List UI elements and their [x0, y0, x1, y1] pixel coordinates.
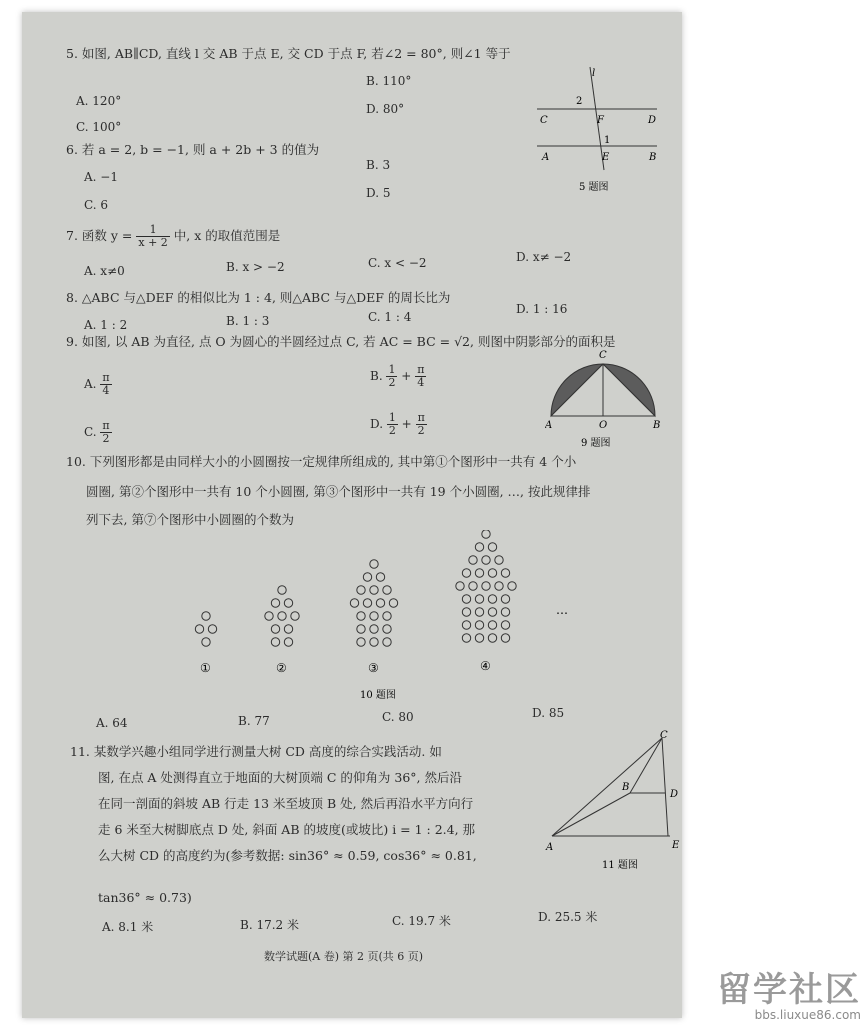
q5-label-e: E [602, 152, 610, 163]
small-circle [370, 625, 378, 633]
q11-label-e: E [672, 840, 680, 851]
q11-figure [544, 730, 684, 880]
q8-option-d: D. 1 : 16 [516, 302, 568, 316]
q5-stem: 5. 如图, AB∥CD, 直线 l 交 AB 于点 E, 交 CD 于点 F, 若∠2 = 80°, 则∠1 等于 [66, 46, 511, 61]
q11-label-a: A [546, 842, 554, 853]
small-circle [508, 582, 516, 590]
small-circle [284, 625, 292, 633]
small-circle [357, 625, 365, 633]
small-circle [501, 569, 509, 577]
q9-option-a-label: A. [84, 377, 97, 391]
q10-figure [72, 530, 632, 700]
small-circle [350, 599, 358, 607]
q5-label-a: A [542, 152, 550, 163]
q7-stem [66, 224, 280, 249]
small-circle [462, 595, 470, 603]
q9-a-den: 4 [102, 384, 110, 397]
small-circle [202, 612, 210, 620]
small-circle [488, 543, 496, 551]
q9-d-plus: + [401, 417, 412, 431]
small-circle [357, 612, 365, 620]
small-circle [482, 556, 490, 564]
q9-figure [545, 346, 665, 456]
small-circle [488, 569, 496, 577]
small-circle [278, 586, 286, 594]
q7-stem-pre: 7. 函数 y = [66, 228, 133, 243]
small-circle [488, 634, 496, 642]
small-circle [462, 569, 470, 577]
small-circle [195, 625, 203, 633]
q5-label-2: 2 [576, 96, 583, 107]
small-circle [376, 573, 384, 581]
q9-b-n1: 1 [388, 363, 396, 376]
small-circle [462, 634, 470, 642]
q10-ellipsis: … [556, 603, 568, 617]
small-circle [271, 599, 279, 607]
q6-option-d: D. 5 [366, 186, 391, 200]
q10-option-a: A. 64 [96, 716, 128, 730]
q11-option-a: A. 8.1 米 [102, 920, 154, 934]
small-circle [370, 560, 378, 568]
q11-caption: 11 题图 [602, 860, 638, 871]
q7-stem-post: 中, x 的取值范围是 [173, 228, 281, 243]
small-circle [370, 586, 378, 594]
small-circle [376, 599, 384, 607]
q9-option-c-label: C. [84, 425, 97, 439]
q11-line-5: 么大树 CD 的高度约为(参考数据: sin36° ≈ 0.59, cos36° ≈ 0.81, [98, 848, 477, 863]
small-circle [208, 625, 216, 633]
small-circle [488, 608, 496, 616]
small-circle [462, 608, 470, 616]
q10-caption: 10 题图 [360, 690, 396, 700]
q5-label-d: D [648, 115, 657, 126]
q7-fraction [136, 224, 169, 249]
small-circle [475, 543, 483, 551]
q10-option-b: B. 77 [238, 714, 270, 728]
q8-option-c: C. 1 : 4 [368, 310, 412, 324]
q11-line-3: 在同一剖面的斜坡 AB 行走 13 米至坡顶 B 处, 然后再沿水平方向行 [98, 796, 474, 811]
small-circle [291, 612, 299, 620]
q11-line-4: 走 6 米至大树脚底点 D 处, 斜面 AB 的坡度(或坡比) i = 1 : 2.4, 那 [98, 822, 476, 837]
q5-option-c: C. 100° [76, 120, 122, 134]
small-circle [383, 612, 391, 620]
q5-label-l: l [592, 68, 596, 79]
q9-d-d2: 2 [417, 424, 425, 437]
small-circle [475, 621, 483, 629]
q8-option-b: B. 1 : 3 [226, 314, 270, 328]
q10-label-1: ① [200, 661, 211, 675]
q9-a-num: π [102, 371, 110, 384]
q9-option-d [370, 412, 427, 437]
q7-option-a: A. x≠0 [84, 264, 125, 278]
q10-option-c: C. 80 [382, 710, 414, 724]
q8-option-a: A. 1 : 2 [84, 318, 128, 332]
q5-label-b: B [649, 152, 657, 163]
q11-line-2: 图, 在点 A 处测得直立于地面的大树顶端 C 的仰角为 36°, 然后沿 [98, 770, 463, 785]
small-circle [462, 621, 470, 629]
q11-option-c: C. 19.7 米 [392, 914, 451, 928]
small-circle [370, 612, 378, 620]
watermark [717, 972, 861, 1022]
small-circle [501, 595, 509, 603]
q9-option-d-label: D. [370, 417, 384, 431]
q6-option-b: B. 3 [366, 158, 391, 172]
q6-stem: 6. 若 a = 2, b = −1, 则 a + 2b + 3 的值为 [66, 142, 320, 157]
q9-d-n1: 1 [388, 411, 396, 424]
watermark-url: bbs.liuxue86.com [754, 1008, 861, 1022]
q10-line-3: 列下去, 第⑦个图形中小圆圈的个数为 [86, 512, 294, 527]
q10-line-2: 圆圈, 第②个图形中一共有 10 个小圆圈, 第③个图形中一共有 19 个小圆圈, …, 按此规律排 [86, 484, 591, 499]
small-circle [482, 530, 490, 538]
q9-label-o: O [599, 420, 608, 431]
q9-option-a [84, 372, 112, 397]
q9-option-c [84, 420, 112, 445]
small-circle [475, 595, 483, 603]
q10-label-3: ③ [368, 661, 379, 675]
exam-page [22, 12, 682, 1018]
q10-option-d: D. 85 [532, 706, 565, 720]
small-circle [488, 621, 496, 629]
page-footer: 数学试题(A 卷) 第 2 页(共 6 页) [264, 950, 424, 963]
small-circle [475, 569, 483, 577]
q8-stem: 8. △ABC 与△DEF 的相似比为 1 : 4, 则△ABC 与△DEF 的周长比为 [66, 290, 451, 305]
small-circle [363, 599, 371, 607]
small-circle [475, 634, 483, 642]
q5-label-f: F [597, 115, 604, 126]
q5-option-b: B. 110° [366, 74, 412, 88]
small-circle [284, 599, 292, 607]
small-circle [475, 608, 483, 616]
small-circle [501, 608, 509, 616]
q9-label-c: C [599, 350, 607, 361]
small-circle [271, 625, 279, 633]
small-circle [495, 582, 503, 590]
q5-caption: 5 题图 [579, 182, 609, 193]
small-circle [278, 612, 286, 620]
q9-d-d1: 2 [388, 424, 396, 437]
q11-label-b: B [622, 782, 630, 793]
q11-label-c: C [660, 730, 668, 741]
q9-c-num: π [102, 419, 110, 432]
small-circle [284, 638, 292, 646]
small-circle [495, 556, 503, 564]
q9-c-den: 2 [102, 432, 110, 445]
small-circle [370, 638, 378, 646]
q9-b-d1: 2 [388, 376, 396, 389]
small-circle [501, 621, 509, 629]
small-circle [271, 638, 279, 646]
q5-figure [532, 62, 662, 202]
q9-b-n2: π [417, 363, 425, 376]
q7-option-d: D. x≠ −2 [516, 250, 572, 264]
q9-option-b [370, 364, 426, 389]
q5-label-1: 1 [604, 135, 611, 146]
q10-line-1: 10. 下列图形都是由同样大小的小圆圈按一定规律所组成的, 其中第①个图形中一共有 4 个小 [66, 454, 577, 469]
small-circle [265, 612, 273, 620]
q11-option-d: D. 25.5 米 [538, 910, 598, 924]
small-circle [357, 638, 365, 646]
small-circle [383, 625, 391, 633]
small-circle [357, 586, 365, 594]
q9-caption: 9 题图 [581, 438, 611, 449]
small-circle [501, 634, 509, 642]
q9-b-d2: 4 [417, 376, 425, 389]
small-circle [389, 599, 397, 607]
q11-line-1: 11. 某数学兴趣小组同学进行测量大树 CD 高度的综合实践活动. 如 [70, 744, 442, 759]
q10-label-2: ② [276, 661, 287, 675]
q7-frac-den: x + 2 [138, 236, 168, 249]
small-circle [363, 573, 371, 581]
q5-option-a: A. 120° [76, 94, 122, 108]
q11-line-6: tan36° ≈ 0.73) [98, 890, 192, 905]
q7-frac-num: 1 [136, 224, 169, 237]
q9-stem: 9. 如图, 以 AB 为直径, 点 O 为圆心的半圆经过点 C, 若 AC = BC = √2, 则图中阴影部分的面积是 [66, 334, 616, 349]
q7-option-b: B. x > −2 [226, 260, 285, 274]
q11-label-d: D [670, 789, 679, 800]
q9-label-a: A [545, 420, 553, 431]
watermark-title: 留学社区 [717, 970, 861, 1010]
small-circle [488, 595, 496, 603]
q7-option-c: C. x < −2 [368, 256, 427, 270]
q9-d-n2: π [417, 411, 425, 424]
small-circle [482, 582, 490, 590]
small-circle [383, 638, 391, 646]
q10-label-4: ④ [480, 659, 491, 673]
small-circle [469, 582, 477, 590]
q5-label-c: C [540, 115, 548, 126]
q9-b-plus: + [401, 369, 412, 383]
small-circle [469, 556, 477, 564]
q6-option-c: C. 6 [84, 198, 109, 212]
q11-option-b: B. 17.2 米 [240, 918, 299, 932]
small-circle [383, 586, 391, 594]
q5-option-d: D. 80° [366, 102, 405, 116]
small-circle [456, 582, 464, 590]
small-circle [202, 638, 210, 646]
q6-option-a: A. −1 [84, 170, 118, 184]
q9-label-b: B [653, 420, 661, 431]
q9-option-b-label: B. [370, 369, 383, 383]
